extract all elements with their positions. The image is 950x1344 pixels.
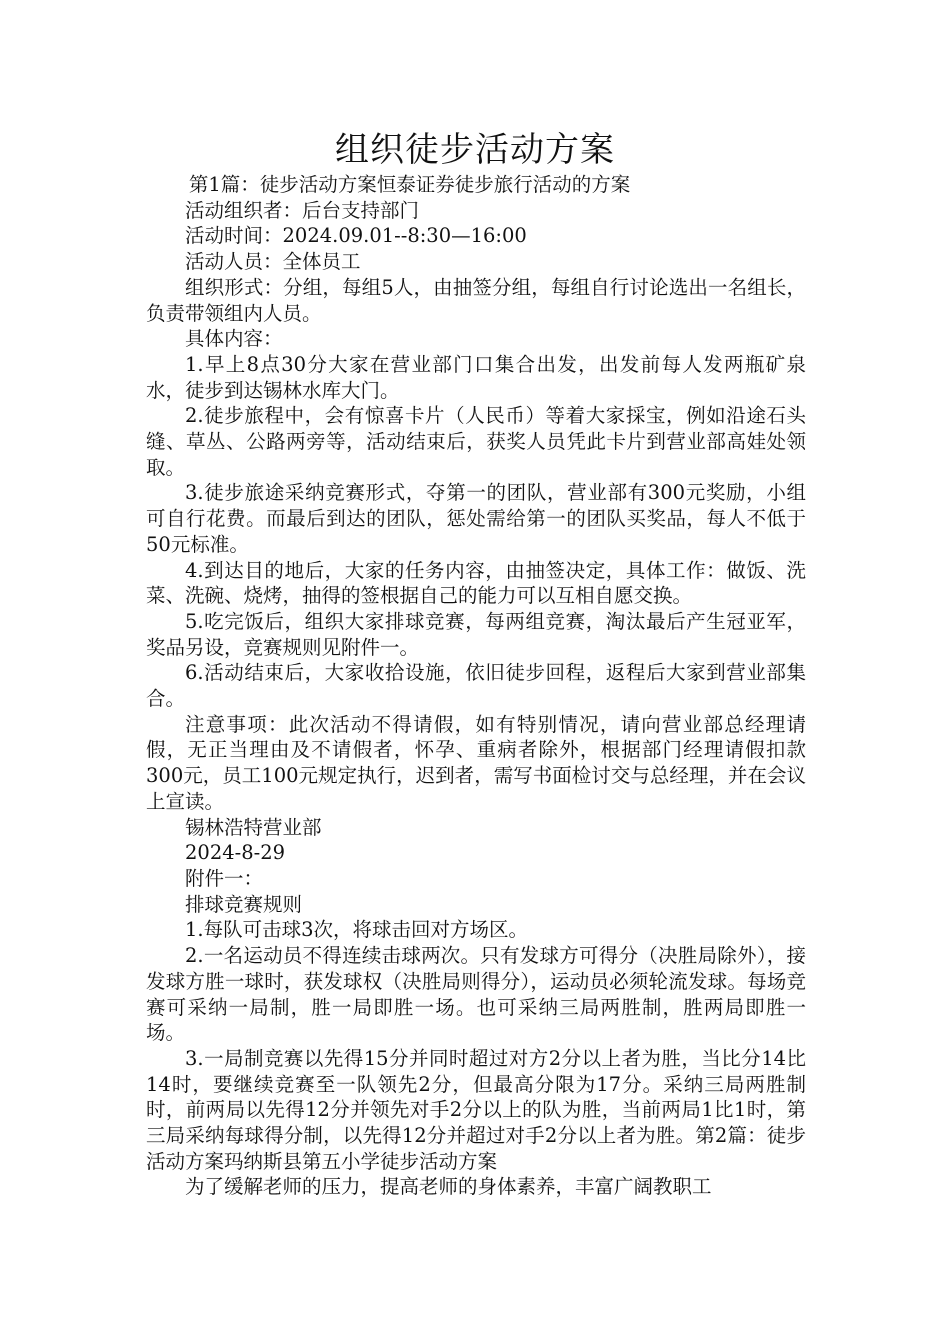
paragraph-10: 4.到达目的地后，大家的任务内容，由抽签决定，具体工作：做饭、洗菜、洗碗、烧烤，抽得的签根据自己的能力可以互相自愿交换。 xyxy=(146,558,806,608)
paragraph-14: 锡林浩特营业部 xyxy=(185,815,322,839)
paragraph-17: 排球竞赛规则 xyxy=(185,892,303,916)
paragraph-5: 组织形式：分组，每组5人，由抽签分组，每组自行讨论选出一名组长，负责带领组内人员。 xyxy=(146,275,806,325)
paragraph-6: 具体内容： xyxy=(185,327,283,351)
paragraph-16: 附件一： xyxy=(185,866,264,890)
paragraph-7: 1.早上8点30分大家在营业部门口集合出发，出发前每人发两瓶矿泉水，徒步到达锡林水库大门。 xyxy=(146,352,806,402)
paragraph-20: 3.一局制竞赛以先得15分并同时超过对方2分以上者为胜，当比分14比14时，要继续竞赛至一队领先2分，但最高分限为17分。采纳三局两胜制时，前两局以先得12分并领先对手2分以上的队为胜，当前两局1比1时，第三局采纳每球得分制，以先得12分并超过对手2分以上者为胜。第2篇：徒步活动方案玛纳斯县第五小学徒步活动方案 xyxy=(146,1046,806,1173)
document-title: 组织徒步活动方案 xyxy=(335,130,615,170)
paragraph-3: 活动时间：2024.09.01--8:30—16:00 xyxy=(185,224,527,248)
paragraph-13: 注意事项：此次活动不得请假，如有特别情况，请向营业部总经理请假，无正当理由及不请假者，怀孕、重病者除外，根据部门经理请假扣款300元，员工100元规定执行，迟到者，需写书面检讨交与总经理，并在会议上宣读。 xyxy=(146,712,806,813)
paragraph-21: 为了缓解老师的压力，提高老师的身体素养，丰富广阔教职工 xyxy=(185,1175,712,1199)
paragraph-11: 5.吃完饭后，组织大家排球竞赛，每两组竞赛，淘汰最后产生冠亚军，奖品另设，竞赛规则见附件一。 xyxy=(146,609,806,659)
document-body xyxy=(146,172,806,1200)
paragraph-19: 2.一名运动员不得连续击球两次。只有发球方可得分（决胜局除外），接发球方胜一球时，获发球权（决胜局则得分），运动员必须轮流发球。每场竞赛可采纳一局制，胜一局即胜一场。也可采纳三局两胜制，胜两局即胜一场。 xyxy=(146,944,806,1045)
paragraph-2: 活动组织者：后台支持部门 xyxy=(185,198,420,222)
paragraph-4: 活动人员：全体员工 xyxy=(185,250,361,274)
paragraph-18: 1.每队可击球3次，将球击回对方场区。 xyxy=(185,918,529,942)
paragraph-12: 6.活动结束后，大家收拾设施，依旧徒步回程，返程后大家到营业部集合。 xyxy=(146,661,806,711)
paragraph-1: 第1篇：徒步活动方案恒泰证券徒步旅行活动的方案 xyxy=(188,173,631,196)
paragraph-9: 3.徒步旅途采纳竞赛形式，夺第一的团队，营业部有300元奖励，小组可自行花费。而最后到达的团队，惩处需给第一的团队买奖品，每人不低于50元标准。 xyxy=(146,481,806,556)
paragraph-15: 2024-8-29 xyxy=(185,841,286,865)
paragraph-8: 2.徒步旅程中，会有惊喜卡片（人民币）等着大家採宝，例如沿途石头缝、草丛、公路两旁等，活动结束后，获奖人员凭此卡片到营业部高娃处领取。 xyxy=(146,404,806,479)
